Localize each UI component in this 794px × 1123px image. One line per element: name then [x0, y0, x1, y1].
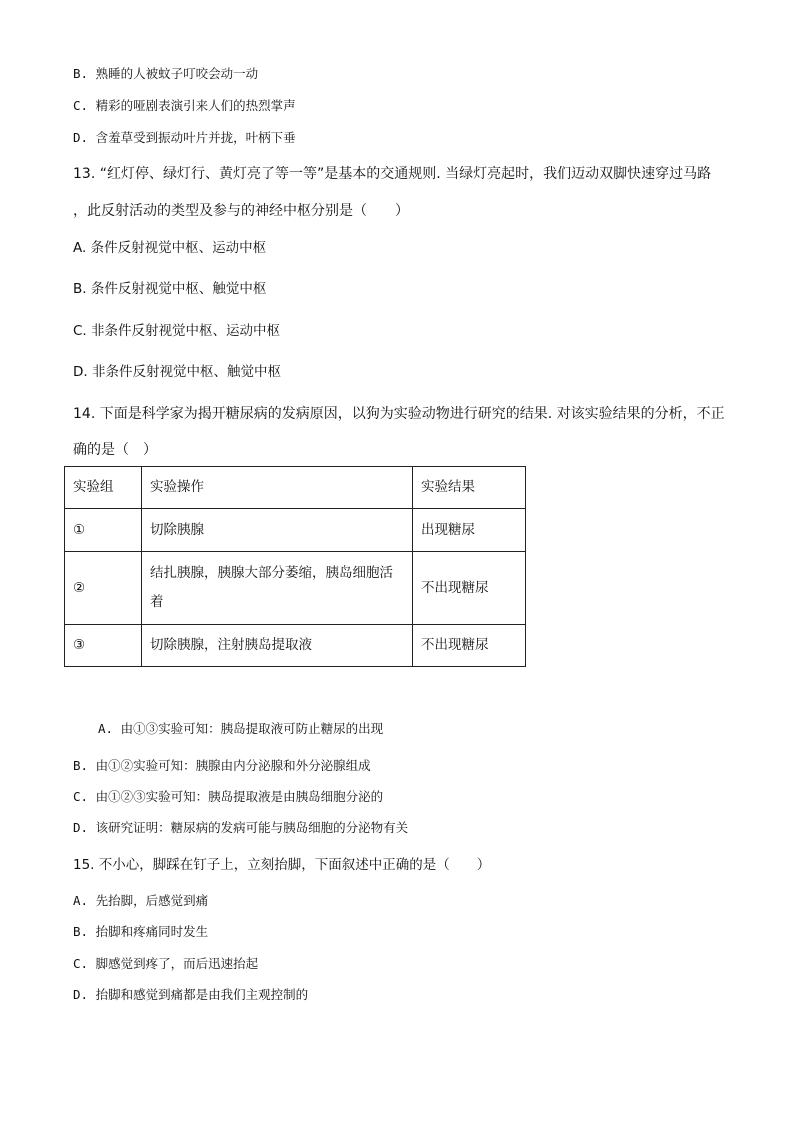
- q14-stem-line2: 确的是（ ）: [73, 442, 157, 458]
- q12-option-b: B. 熟睡的人被蚊子叮咬会动一动: [73, 66, 259, 81]
- q13-option-a: A. 条件反射视觉中枢、运动中枢: [73, 240, 267, 256]
- header-operation: 实验操作: [142, 467, 413, 509]
- row-operation-line1: 结扎胰腺，胰腺大部分萎缩，胰岛细胞活: [150, 565, 393, 581]
- row-group: ③: [65, 625, 142, 667]
- row-operation: 切除胰腺: [142, 509, 413, 552]
- q13-option-c: C. 非条件反射视觉中枢、运动中枢: [73, 323, 281, 339]
- q15-option-a: A. 先抬脚，后感觉到痛: [73, 893, 209, 908]
- row-operation-line2: 着: [150, 594, 164, 610]
- row-result: 出现糖尿: [413, 509, 526, 552]
- table-header-row: [65, 467, 526, 509]
- q13-stem-line1: 13. “红灯停、绿灯行、黄灯亮了等一等”是基本的交通规则. 当绿灯亮起时，我们迈动双脚快速穿过马路: [73, 166, 712, 182]
- q13-stem-line2: ，此反射活动的类型及参与的神经中枢分别是（ ）: [73, 203, 409, 219]
- q13-option-d: D. 非条件反射视觉中枢、触觉中枢: [73, 364, 281, 380]
- q14-option-a: A. 由①③实验可知：胰岛提取液可防止糖尿的出现: [98, 721, 384, 736]
- q14-option-b: B. 由①②实验可知：胰腺由内分泌腺和外分泌腺组成: [73, 758, 371, 773]
- q12-option-d: D. 含羞草受到振动叶片并拢，叶柄下垂: [73, 130, 296, 145]
- header-group: 实验组: [65, 467, 142, 509]
- row-result: 不出现糖尿: [413, 552, 526, 625]
- q14-option-d: D. 该研究证明：糖尿病的发病可能与胰岛细胞的分泌物有关: [73, 820, 409, 835]
- header-result: 实验结果: [413, 467, 526, 509]
- table-row: [65, 552, 526, 625]
- q15-option-d: D. 抬脚和感觉到痛都是由我们主观控制的: [73, 987, 309, 1002]
- experiment-table: [64, 466, 526, 667]
- row-result: 不出现糖尿: [413, 625, 526, 667]
- q15-option-c: C. 脚感觉到疼了，而后迅速抬起: [73, 956, 259, 971]
- q12-option-c: C. 精彩的哑剧表演引来人们的热烈掌声: [73, 98, 296, 113]
- q15-stem: 15. 不小心，脚踩在钉子上，立刻抬脚，下面叙述中正确的是（ ）: [73, 857, 491, 873]
- row-operation: 切除胰腺，注射胰岛提取液: [142, 625, 413, 667]
- row-group: ①: [65, 509, 142, 552]
- q13-option-b: B. 条件反射视觉中枢、触觉中枢: [73, 281, 267, 297]
- row-operation: [142, 552, 413, 625]
- q15-option-b: B. 抬脚和疼痛同时发生: [73, 924, 209, 939]
- q14-stem-line1: 14. 下面是科学家为揭开糖尿病的发病原因，以狗为实验动物进行研究的结果. 对该实验结果的分析，不正: [73, 406, 725, 422]
- q14-option-c: C. 由①②③实验可知：胰岛提取液是由胰岛细胞分泌的: [73, 789, 384, 804]
- table-row: [65, 625, 526, 667]
- row-group: ②: [65, 552, 142, 625]
- table-row: [65, 509, 526, 552]
